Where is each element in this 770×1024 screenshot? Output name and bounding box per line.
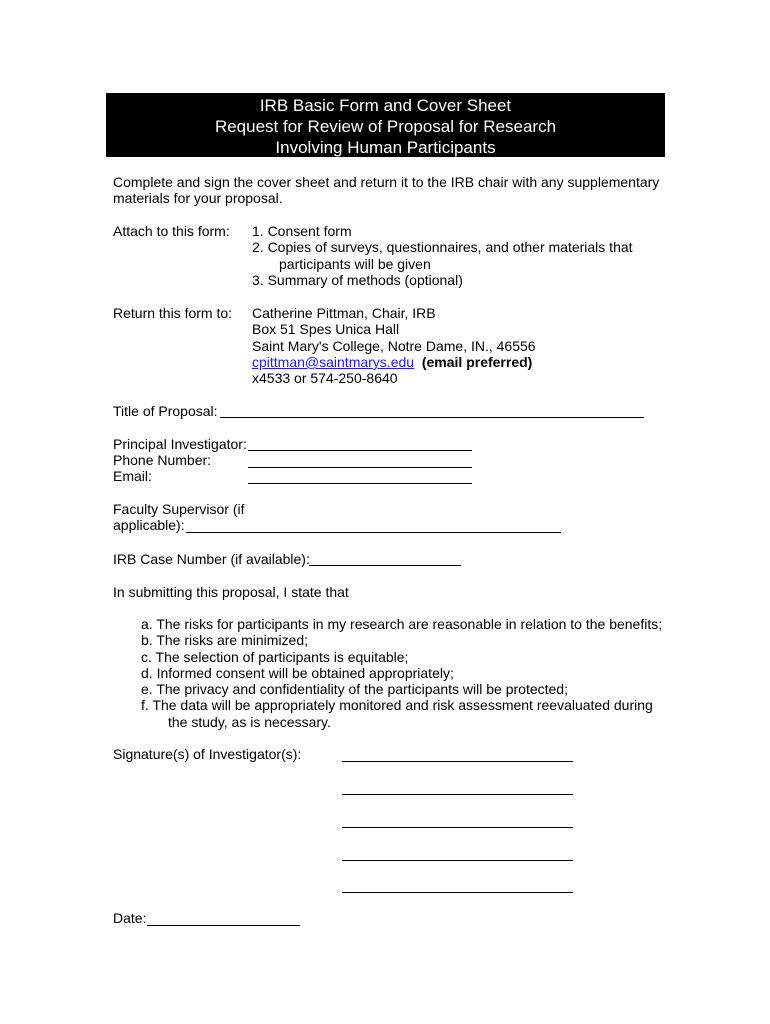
pi-input-line[interactable] [248,434,472,451]
return-name: Catherine Pittman, Chair, IRB [252,305,436,321]
header-title-line-2: Request for Review of Proposal for Research [214,117,557,136]
signature-line-5[interactable] [342,876,573,893]
return-email-link[interactable]: cpittman@saintmarys.edu [252,354,415,370]
return-email-row [252,354,532,371]
email-label: Email: [113,468,152,484]
attach-item-3: 3. Summary of methods (optional) [252,272,463,288]
statement-item-b: b. The risks are minimized; [141,632,309,648]
faculty-input-line[interactable] [186,516,561,533]
faculty-label-1: Faculty Supervisor (if [113,501,245,517]
statement-item-e: e. The privacy and confidentiality of the participants will be protected; [141,681,568,697]
attach-item-1: 1. Consent form [252,223,352,239]
date-label: Date: [113,910,147,926]
return-label: Return this form to: [113,305,233,321]
statement-intro: In submitting this proposal, I state that [113,584,349,600]
phone-label: Phone Number: [113,452,212,468]
title-input-line[interactable] [220,401,644,418]
statement-item-f: f. The data will be appropriately monitored and risk assessment reevaluated during [141,697,653,713]
signature-line-1[interactable] [342,745,573,762]
phone-input-line[interactable] [248,451,472,468]
attach-item-2: 2. Copies of surveys, questionnaires, and other materials that [252,239,633,255]
date-input-line[interactable] [147,909,300,926]
return-box: Box 51 Spes Unica Hall [252,321,400,337]
email-input-line[interactable] [248,467,472,484]
faculty-label-2: applicable): [113,517,185,533]
signature-line-3[interactable] [342,811,573,828]
signature-label: Signature(s) of Investigator(s): [113,746,302,762]
title-label: Title of Proposal: [113,403,218,419]
case-label: IRB Case Number (if available): [113,551,310,567]
email-preferred-note: (email preferred) [421,354,533,370]
intro-line-1: Complete and sign the cover sheet and return it to the IRB chair with any supplementary [113,174,660,190]
statement-item-c: c. The selection of participants is equitable; [141,649,409,665]
statement-item-f-cont: the study, as is necessary. [168,714,331,730]
header-title-line-1: IRB Basic Form and Cover Sheet [259,96,512,115]
signature-line-4[interactable] [342,844,573,861]
return-phone: x4533 or 574-250-8640 [252,370,398,386]
pi-label: Principal Investigator: [113,436,247,452]
return-address: Saint Mary's College, Notre Dame, IN., 46556 [252,338,536,354]
statement-item-d: d. Informed consent will be obtained appropriately; [141,665,454,681]
attach-item-2-cont: participants will be given [279,256,431,272]
case-input-line[interactable] [309,549,461,566]
signature-line-2[interactable] [342,778,573,795]
attach-label: Attach to this form: [113,223,230,239]
form-header [106,93,665,157]
intro-line-2: materials for your proposal. [113,190,283,206]
header-title-line-3: Involving Human Participants [275,138,496,157]
statement-item-a: a. The risks for participants in my research are reasonable in relation to the benefits; [141,616,663,632]
